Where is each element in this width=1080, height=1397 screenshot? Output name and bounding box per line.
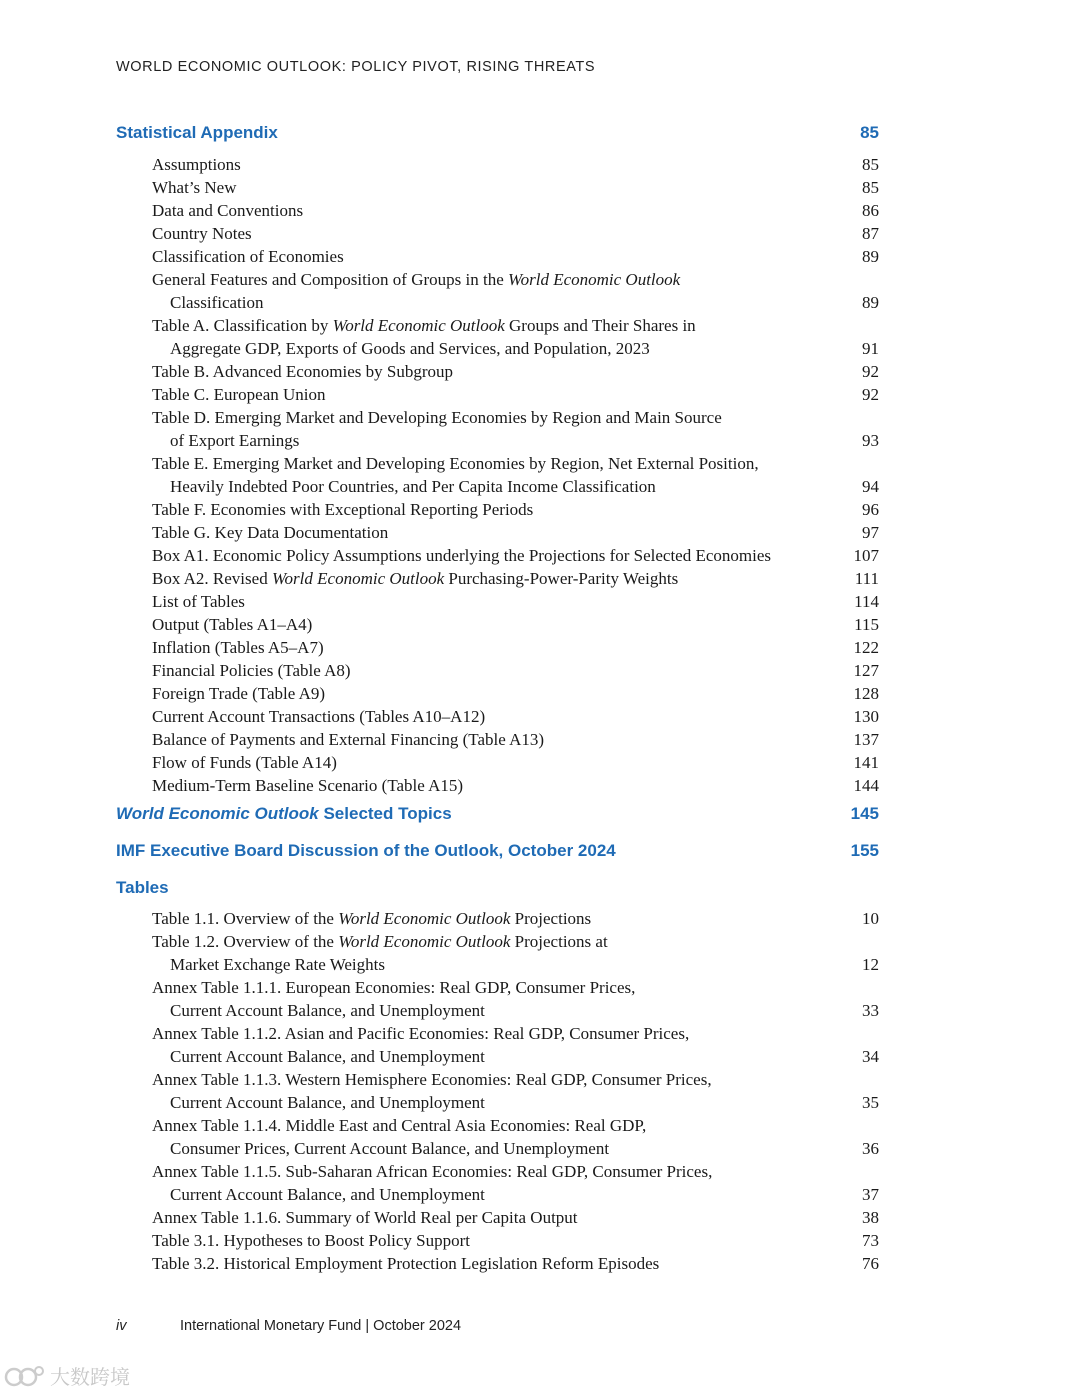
entry-page: 128 — [853, 684, 879, 703]
toc-entry-table-b[interactable] — [152, 360, 879, 383]
entry-text: Table B. Advanced Economies by Subgroup — [152, 362, 453, 381]
watermark-text: 大数跨境 — [50, 1365, 130, 1389]
toc-entry-table-3-1[interactable] — [152, 1229, 879, 1252]
entry-text: Annex Table 1.1.6. Summary of World Real per Capita Output — [152, 1208, 578, 1227]
entry-page: 144 — [853, 776, 879, 795]
toc-entry-table-e[interactable] — [152, 452, 879, 498]
entry-page: 33 — [862, 1001, 879, 1020]
watermark — [4, 1361, 130, 1390]
entry-text: Annex Table 1.1.1. European Economies: Real GDP, Consumer Prices, — [152, 978, 636, 997]
entry-page: 137 — [853, 730, 879, 749]
toc-entry-table-1-1[interactable] — [152, 907, 879, 930]
toc-entry-annex-1-1-4[interactable] — [152, 1114, 879, 1160]
toc-entry-flow-of-funds[interactable] — [152, 751, 879, 774]
entry-text: Classification of Economies — [152, 247, 344, 266]
entry-page: 94 — [862, 477, 879, 496]
entry-text: Foreign Trade (Table A9) — [152, 684, 326, 703]
entry-page: 76 — [862, 1254, 879, 1273]
toc-entry-classification[interactable] — [152, 245, 879, 268]
toc-entry-data-conventions[interactable] — [152, 199, 879, 222]
entry-text: Table 1.1. Overview of the World Economic Outlook Projections — [152, 909, 592, 928]
toc-entry-box-a1[interactable] — [152, 544, 879, 567]
footer-source: International Monetary Fund | October 2024 — [180, 1318, 462, 1334]
entry-page: 89 — [862, 293, 879, 312]
entry-text-continued: of Export Earnings — [170, 431, 300, 450]
entry-text-continued: Current Account Balance, and Unemployment — [170, 1001, 485, 1020]
entry-text: Table D. Emerging Market and Developing Economies by Region and Main Source — [152, 408, 722, 427]
running-header: WORLD ECONOMIC OUTLOOK: POLICY PIVOT, RISING THREATS — [116, 59, 596, 75]
entry-page: 73 — [862, 1231, 879, 1250]
entry-page: 38 — [862, 1208, 879, 1227]
entry-text: Table 3.1. Hypotheses to Boost Policy Support — [152, 1231, 471, 1250]
toc-entry-list-of-tables[interactable] — [152, 590, 879, 613]
appendix-entries — [116, 153, 879, 797]
entry-text: Annex Table 1.1.3. Western Hemisphere Economies: Real GDP, Consumer Prices, — [152, 1070, 712, 1089]
entry-page: 114 — [854, 592, 879, 611]
entry-text-continued: Market Exchange Rate Weights — [170, 955, 385, 974]
entry-text: Data and Conventions — [152, 201, 304, 220]
section-title: World Economic Outlook Selected Topics — [116, 804, 452, 823]
table-entries — [116, 907, 879, 1275]
entry-page: 130 — [853, 707, 879, 726]
section-page-number: 155 — [850, 841, 879, 860]
entry-text: General Features and Composition of Groups in the World Economic Outlook — [152, 270, 681, 289]
toc-entry-annex-1-1-1[interactable] — [152, 976, 879, 1022]
entry-page: 37 — [862, 1185, 879, 1204]
entry-text: Assumptions — [152, 155, 241, 174]
entry-text: Table C. European Union — [152, 385, 326, 404]
entry-page: 92 — [862, 385, 879, 404]
entry-page: 115 — [854, 615, 879, 634]
entry-page: 91 — [862, 339, 879, 358]
entry-page: 36 — [862, 1139, 879, 1158]
entry-text: What’s New — [152, 178, 237, 197]
toc-entry-whats-new[interactable] — [152, 176, 879, 199]
entry-page: 97 — [862, 523, 879, 542]
toc-entry-inflation[interactable] — [152, 636, 879, 659]
section-page-number: 85 — [860, 123, 879, 142]
entry-page: 141 — [853, 753, 879, 772]
entry-text: Table E. Emerging Market and Developing Economies by Region, Net External Position, — [152, 454, 759, 473]
entry-page: 87 — [862, 224, 879, 243]
toc-entry-table-g[interactable] — [152, 521, 879, 544]
entry-text: Financial Policies (Table A8) — [152, 661, 351, 680]
entry-page: 86 — [862, 201, 879, 220]
entry-text: Annex Table 1.1.5. Sub-Saharan African Economies: Real GDP, Consumer Prices, — [152, 1162, 713, 1181]
entry-page: 111 — [854, 569, 879, 588]
toc-entry-foreign-trade[interactable] — [152, 682, 879, 705]
entry-page: 12 — [862, 955, 879, 974]
entry-page: 92 — [862, 362, 879, 381]
toc-entry-financial-policies[interactable] — [152, 659, 879, 682]
section-title: IMF Executive Board Discussion of the Outlook, October 2024 — [116, 841, 616, 860]
toc-entry-medium-term[interactable] — [152, 774, 879, 797]
entry-page: 85 — [862, 155, 879, 174]
toc-entry-table-3-2[interactable] — [152, 1252, 879, 1275]
entry-text: Annex Table 1.1.4. Middle East and Central Asia Economies: Real GDP, — [152, 1116, 647, 1135]
entry-text: Table F. Economies with Exceptional Reporting Periods — [152, 500, 534, 519]
entry-page: 93 — [862, 431, 879, 450]
section-board-discussion[interactable] — [116, 840, 879, 862]
entry-text: Annex Table 1.1.2. Asian and Pacific Economies: Real GDP, Consumer Prices, — [152, 1024, 690, 1043]
entry-page: 127 — [853, 661, 879, 680]
section-selected-topics[interactable] — [116, 803, 879, 825]
toc-entry-current-account[interactable] — [152, 705, 879, 728]
entry-page: 34 — [862, 1047, 879, 1066]
section-statistical-appendix[interactable] — [116, 122, 879, 144]
entry-page: 89 — [862, 247, 879, 266]
entry-text: Current Account Transactions (Tables A10–A12) — [152, 707, 486, 726]
section-title: Statistical Appendix — [116, 123, 278, 142]
entry-text-continued: Classification — [170, 293, 264, 312]
entry-text-continued: Heavily Indebted Poor Countries, and Per Capita Income Classification — [170, 477, 656, 496]
entry-page: 10 — [862, 909, 879, 928]
entry-text: Country Notes — [152, 224, 252, 243]
toc-entry-balance-of-payments[interactable] — [152, 728, 879, 751]
toc-entry-annex-1-1-5[interactable] — [152, 1160, 879, 1206]
toc-entry-table-1-2[interactable] — [152, 930, 879, 976]
entry-text: Box A1. Economic Policy Assumptions underlying the Projections for Selected Economies — [152, 546, 772, 565]
entry-text: Inflation (Tables A5–A7) — [152, 638, 324, 657]
entry-text: Table 1.2. Overview of the World Economic Outlook Projections at — [152, 932, 608, 951]
entry-page: 85 — [862, 178, 879, 197]
entry-text-continued: Consumer Prices, Current Account Balance, and Unemployment — [170, 1139, 610, 1158]
section-tables[interactable] — [116, 877, 879, 899]
toc-entry-annex-1-1-6[interactable] — [152, 1206, 879, 1229]
entry-text: Table G. Key Data Documentation — [152, 523, 389, 542]
entry-page: 122 — [853, 638, 879, 657]
toc-entry-annex-1-1-2[interactable] — [152, 1022, 879, 1068]
toc-entry-box-a2[interactable] — [152, 567, 879, 590]
entry-text: Table 3.2. Historical Employment Protection Legislation Reform Episodes — [152, 1254, 660, 1273]
toc-entry-table-d[interactable] — [152, 406, 879, 452]
toc-entry-table-c[interactable] — [152, 383, 879, 406]
toc-entry-country-notes[interactable] — [152, 222, 879, 245]
section-title: Tables — [116, 878, 169, 897]
entry-text-continued: Current Account Balance, and Unemployment — [170, 1185, 485, 1204]
entry-page: 96 — [862, 500, 879, 519]
entry-text: Flow of Funds (Table A14) — [152, 753, 337, 772]
entry-text-continued: Current Account Balance, and Unemployment — [170, 1047, 485, 1066]
entry-page: 35 — [862, 1093, 879, 1112]
entry-text: Output (Tables A1–A4) — [152, 615, 313, 634]
toc-entry-table-f[interactable] — [152, 498, 879, 521]
section-page-number: 145 — [850, 804, 879, 823]
entry-text-continued: Aggregate GDP, Exports of Goods and Services, and Population, 2023 — [170, 339, 650, 358]
toc-entry-general-features[interactable] — [152, 268, 879, 314]
page-folio: iv — [116, 1318, 127, 1334]
entry-text: Medium-Term Baseline Scenario (Table A15) — [152, 776, 464, 795]
entry-text: List of Tables — [152, 592, 245, 611]
toc-entry-annex-1-1-3[interactable] — [152, 1068, 879, 1114]
table-of-contents — [116, 122, 879, 1275]
entry-text: Box A2. Revised World Economic Outlook Purchasing-Power-Parity Weights — [152, 569, 679, 588]
toc-entry-table-a[interactable] — [152, 314, 879, 360]
entry-text: Balance of Payments and External Financing (Table A13) — [152, 730, 545, 749]
toc-entry-output[interactable] — [152, 613, 879, 636]
entry-page: 107 — [853, 546, 879, 565]
entry-text-continued: Current Account Balance, and Unemployment — [170, 1093, 485, 1112]
toc-entry-assumptions[interactable] — [152, 153, 879, 176]
entry-text: Table A. Classification by World Economic Outlook Groups and Their Shares in — [152, 316, 696, 335]
watermark-logo-icon — [4, 1363, 46, 1389]
